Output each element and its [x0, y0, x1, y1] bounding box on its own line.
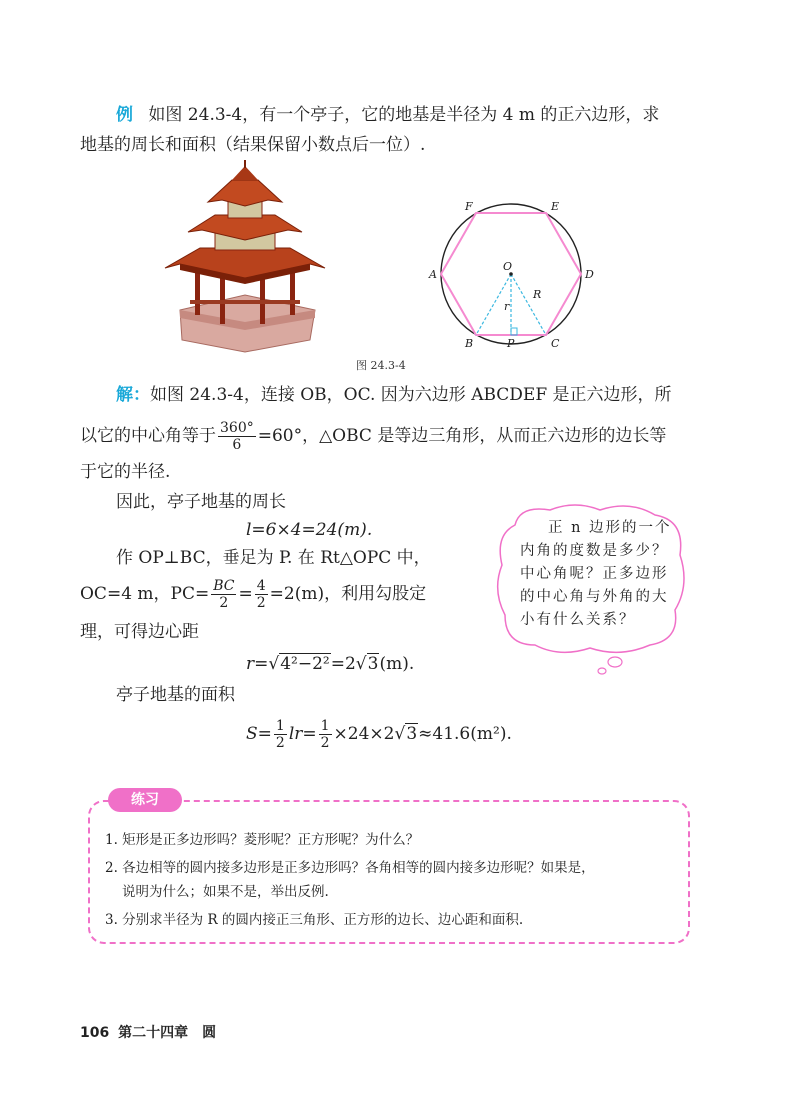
label-R: R [533, 288, 542, 301]
area-s: S= [246, 724, 272, 744]
frac-den: 2 [219, 595, 229, 611]
label-E: E [551, 200, 560, 213]
solution-text-1: 如图 24.3-4，连接 OB，OC. 因为六边形 ABCDEF 是正六边形，所 [150, 385, 672, 405]
label-P: P [507, 337, 515, 348]
hexagon-figure [425, 198, 610, 348]
cloud-line-3: 中心角呢？正多边形 [520, 566, 669, 582]
page-footer [80, 1022, 216, 1042]
apothem-eq: =2 [330, 654, 356, 674]
frac-den: 2 [256, 595, 266, 611]
cloud-line-4: 的中心角与外角的大 [520, 589, 669, 605]
exercise-item-1: 1. 矩形是正多边形吗？菱形呢？正方形呢？为什么？ [105, 832, 420, 848]
label-D: D [585, 268, 594, 281]
solution-line-7 [80, 578, 426, 611]
frac-den: 2 [320, 735, 330, 751]
exercise-title: 练习 [108, 788, 182, 812]
solution-text-2b: =60°，△OBC 是等边三角形，从而正六边形的边长等 [257, 426, 667, 446]
apothem-r: r= [246, 654, 269, 674]
page-number: 106 [80, 1025, 110, 1041]
equals: = [238, 584, 253, 604]
frac-num: 360° [220, 420, 254, 436]
figure-caption: 图 24.3-4 [356, 359, 406, 372]
label-B: B [465, 337, 474, 348]
label-O: O [503, 260, 513, 273]
apothem-formula: r=√4²−2²=2√3(m). [246, 654, 415, 674]
solution-line-8: 理，可得边心距 [80, 622, 199, 642]
chapter-title: 第二十四章 圆 [118, 1025, 217, 1041]
frac-den: 2 [275, 735, 285, 751]
frac-num: 1 [275, 718, 285, 734]
frac-num: 4 [256, 578, 266, 594]
pc-fraction-1 [211, 578, 236, 611]
exercise-item-3: 3. 分别求半径为 R 的圆内接正三角形、正方形的边长、边心距和面积. [105, 912, 524, 928]
solution-text-2a: 以它的中心角等于 [80, 426, 216, 446]
solution-line-3: 于它的半径. [80, 462, 171, 482]
exercise-item-2: 2. 各边相等的圆内接多边形是正多边形吗？各角相等的圆内接多边形呢？如果是， [105, 860, 595, 876]
example-text-1: 如图 24.3-4，有一个亭子，它的地基是半径为 4 m 的正六边形，求 [148, 105, 660, 125]
solution-line-10: 亭子地基的面积 [116, 685, 235, 705]
solution-line-2 [80, 420, 666, 453]
apothem-unit: (m). [379, 654, 415, 674]
cloud-line-1: 正 n 边形的一个 [548, 520, 672, 536]
label-F: F [465, 200, 473, 213]
label-C: C [551, 337, 560, 348]
half-fraction-2 [319, 718, 332, 751]
example-label: 例 [116, 105, 133, 125]
solution-text-7b: =2(m)，利用勾股定 [269, 584, 427, 604]
perimeter-formula: l=6×4=24(m). [246, 520, 373, 540]
frac-num: BC [213, 578, 235, 594]
area-lr: lr= [288, 724, 317, 744]
area-mult: ×24×2 [333, 724, 395, 744]
solution-line-1 [116, 383, 672, 407]
example-line-2: 地基的周长和面积（结果保留小数点后一位）. [80, 135, 426, 155]
area-result: ≈41.6(m²). [418, 724, 512, 744]
area-formula: S= $\frac{1}{2}$ lr= $\frac{1}{2}$ ×24×2√3≈41.6(m²). [246, 718, 512, 751]
exercise-item-2-cont: 说明为什么；如果不是，举出反例. [122, 884, 329, 900]
frac-den: 6 [232, 437, 242, 453]
central-angle-fraction [218, 420, 256, 453]
solution-label: 解： [116, 385, 150, 405]
sqrt-content: 4²−2² [280, 654, 330, 674]
solution-line-4: 因此，亭子地基的周长 [116, 492, 286, 512]
cloud-line-2: 内角的度数是多少？ [520, 543, 669, 559]
sqrt-content-3: 3 [406, 724, 418, 744]
label-r: r [504, 300, 510, 313]
pc-fraction-2 [255, 578, 268, 611]
half-fraction-1 [274, 718, 287, 751]
example-line-1 [116, 103, 659, 127]
label-A: A [429, 268, 437, 281]
sqrt-content-2: 3 [367, 654, 379, 674]
solution-line-6: 作 OP⊥BC，垂足为 P. 在 Rt△OPC 中， [116, 548, 431, 568]
solution-text-7a: OC=4 m，PC= [80, 584, 210, 604]
pavilion-illustration [160, 160, 330, 355]
frac-num: 1 [320, 718, 330, 734]
cloud-line-5: 小有什么关系？ [520, 612, 636, 628]
